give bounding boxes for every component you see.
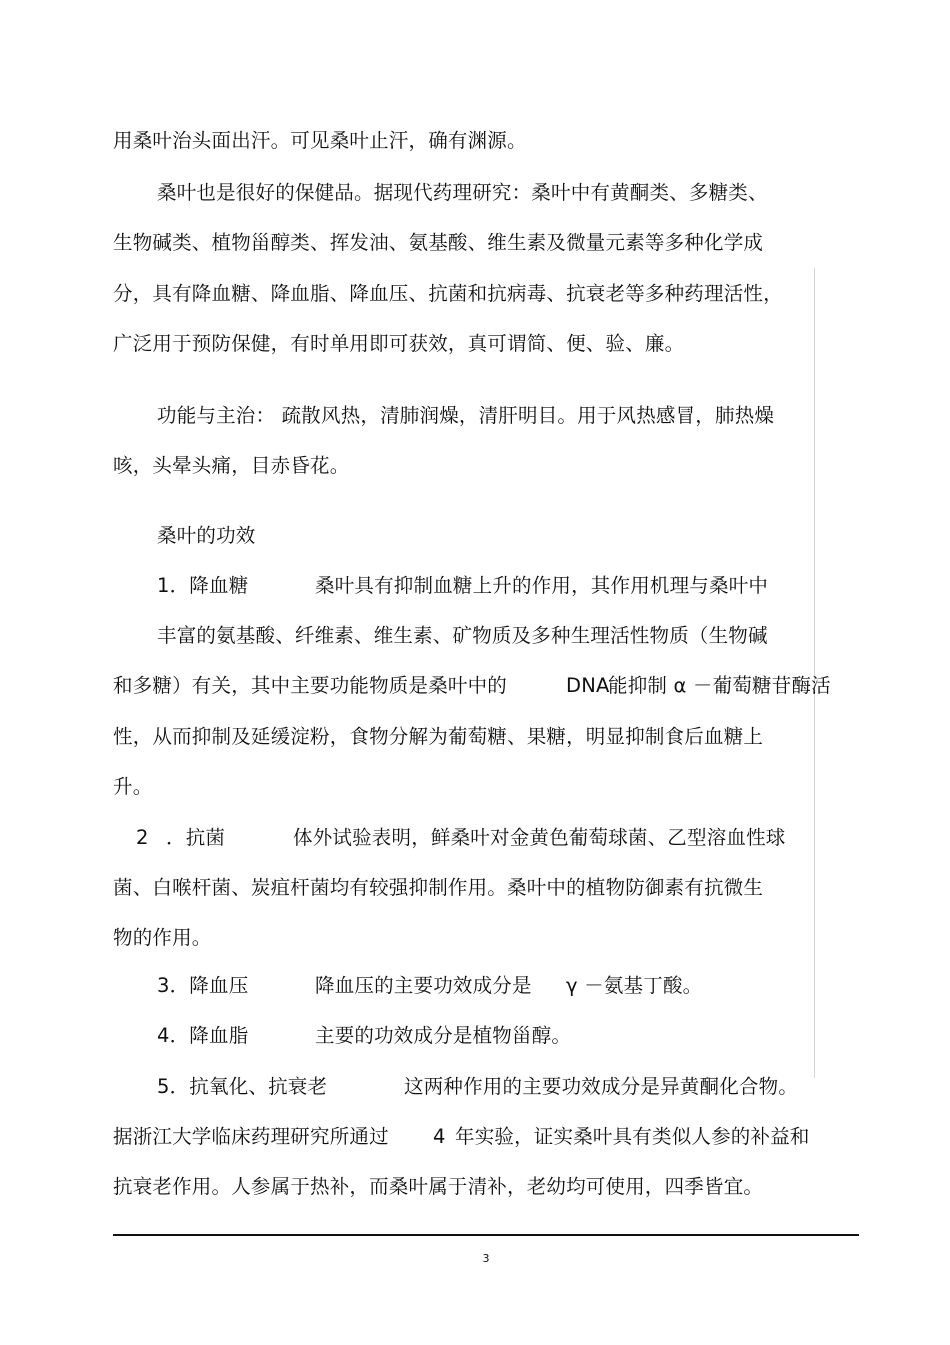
paragraph-line: 广泛用于预防保健，有时单用即可获效，真可谓简、便、验、廉。: [113, 332, 685, 355]
paragraph-line: 咳，头晕头痛，目赤昏花。: [113, 454, 350, 477]
page-number: 3: [482, 1252, 490, 1265]
paragraph-line: 功能与主治： 疏散风热，清肺润燥，清肝明目。用于风热感冒，肺热燥: [157, 404, 775, 427]
item-title: 3．降血压: [157, 974, 249, 997]
item-title: 4．降血脂: [157, 1024, 249, 1047]
item-text: 主要的功效成分是植物甾醇。: [315, 1024, 572, 1047]
inline-term: DNA: [566, 674, 610, 697]
item-text: γ －氨基丁酸。: [566, 974, 703, 997]
paragraph-line: 性，从而抑制及延缓淀粉，食物分解为葡萄糖、果糖，明显抑制食后血糖上: [113, 725, 764, 748]
item-title: 1．降血糖: [157, 574, 249, 597]
item-number: 2: [136, 826, 149, 849]
item-text: 桑叶具有抑制血糖上升的作用，其作用机理与桑叶中: [315, 574, 769, 597]
section-heading: 桑叶的功效: [157, 524, 256, 547]
paragraph-line: 物的作用。: [113, 926, 212, 949]
item-text: 这两种作用的主要功效成分是异黄酮化合物。: [404, 1075, 799, 1098]
paragraph-line: 抗衰老作用。人参属于热补，而桑叶属于清补，老幼均可使用，四季皆宜。: [113, 1175, 764, 1198]
paragraph-line: 升。: [113, 775, 153, 798]
paragraph-line: 能抑制 α －葡萄糖苷酶活: [608, 674, 831, 697]
paragraph-line: 菌、白喉杆菌、炭疽杆菌均有较强抑制作用。桑叶中的植物防御素有抗微生: [113, 876, 764, 899]
footer-divider: [113, 1234, 859, 1236]
item-text: 降血压的主要功效成分是: [315, 974, 532, 997]
paragraph-line: 分，具有降血糖、降血脂、降血压、抗菌和抗病毒、抗衰老等多种药理活性，: [113, 282, 783, 305]
paragraph-line: 桑叶也是很好的保健品。据现代药理研究：桑叶中有黄酮类、多糖类、: [157, 181, 768, 204]
paragraph-line: 和多糖）有关，其中主要功能物质是桑叶中的: [113, 674, 508, 697]
paragraph-line: 年实验，证实桑叶具有类似人参的补益和: [455, 1125, 810, 1148]
paragraph-line: 据浙江大学临床药理研究所通过: [113, 1125, 389, 1148]
item-text: 体外试验表明，鲜桑叶对金黄色葡萄球菌、乙型溶血性球: [293, 826, 786, 849]
item-title: ．抗菌: [166, 826, 226, 849]
paragraph-line: 丰富的氨基酸、纤维素、维生素、矿物质及多种生理活性物质（生物碱: [157, 624, 768, 647]
paragraph-line: 用桑叶治头面出汗。可见桑叶止汗，确有渊源。: [113, 129, 527, 152]
item-title: 5．抗氧化、抗衰老: [157, 1075, 328, 1098]
inline-number: 4: [433, 1125, 446, 1148]
paragraph-line: 生物碱类、植物甾醇类、挥发油、氨基酸、维生素及微量元素等多种化学成: [113, 231, 764, 254]
